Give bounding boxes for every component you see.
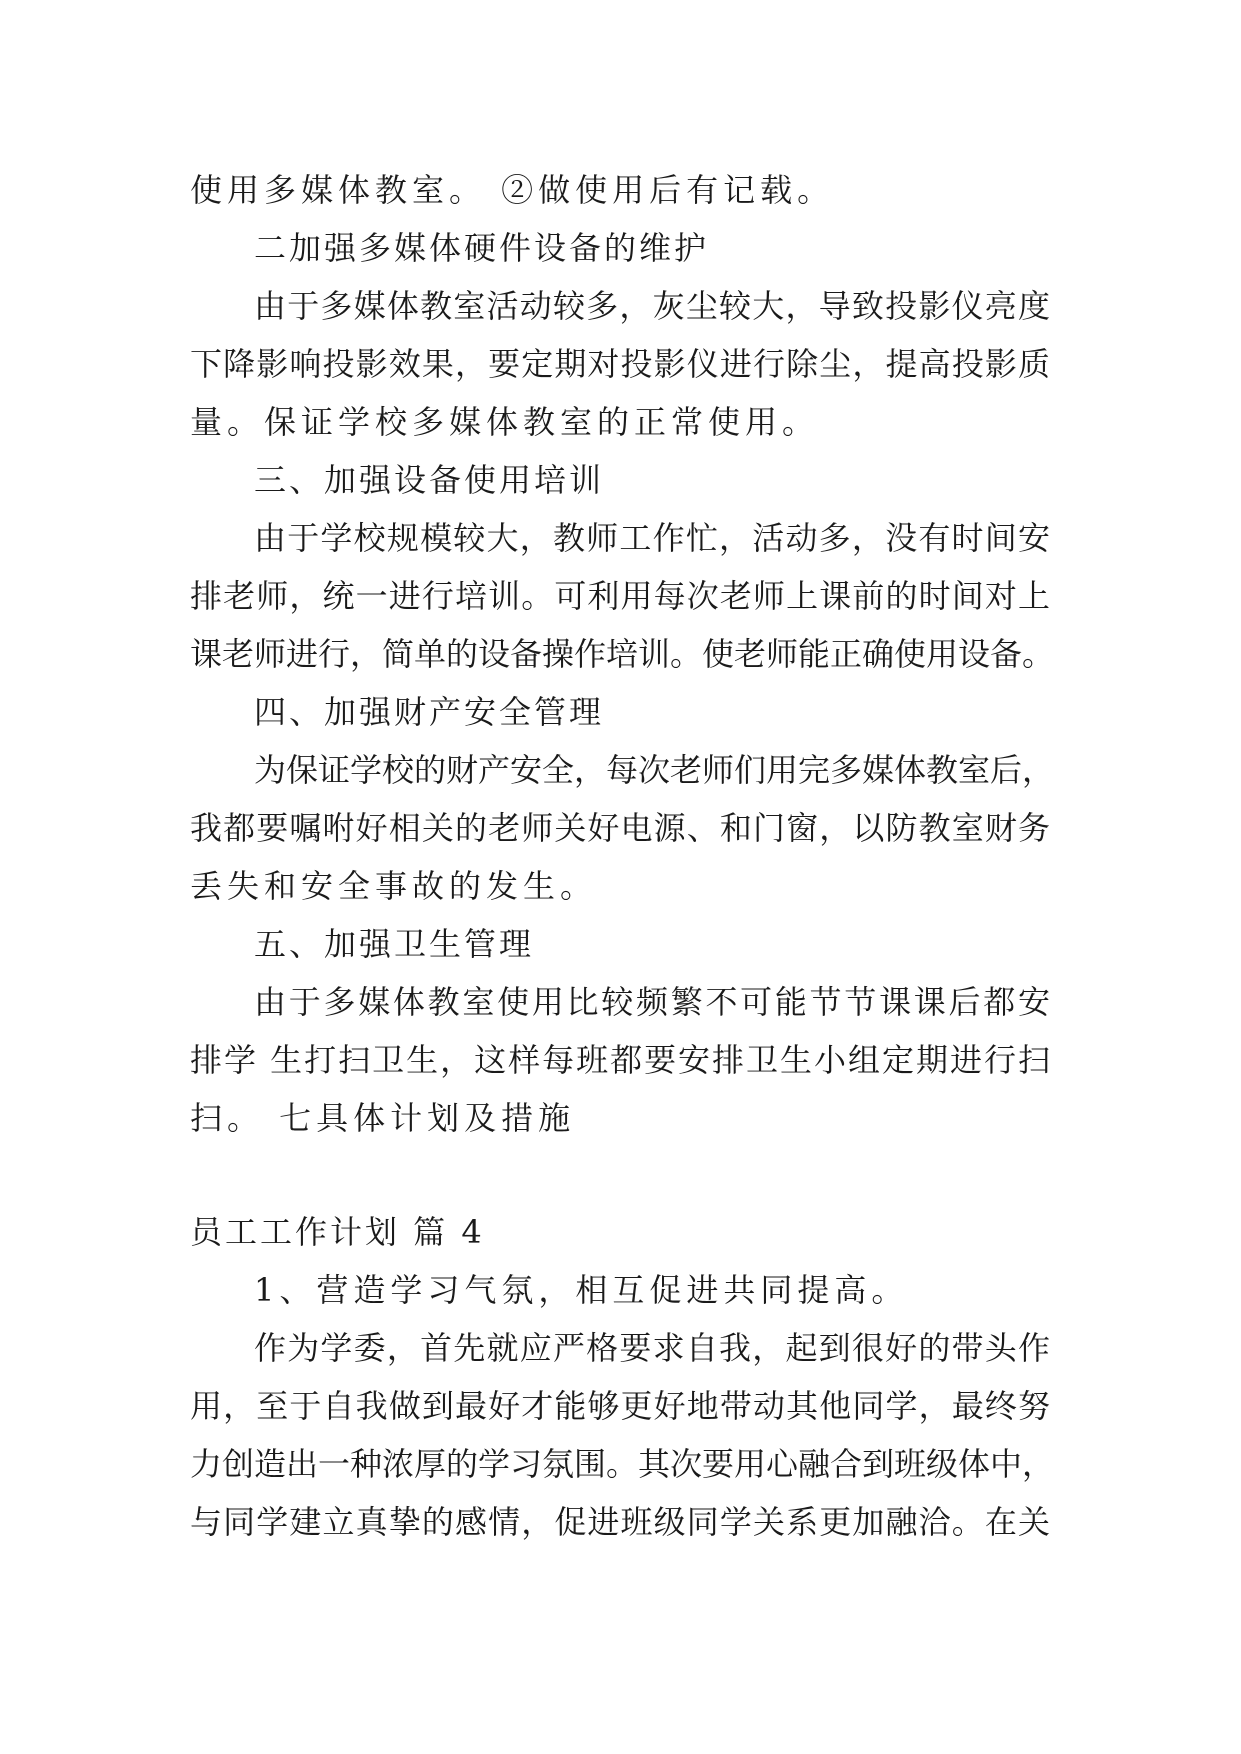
paragraph-line: 下降影响投影效果，要定期对投影仪进行除尘，提高投影质 [190, 345, 1050, 383]
paragraph-line: 课老师进行，简单的设备操作培训。使老师能正确使用设备。 [190, 635, 1055, 673]
section-heading: 二加强多媒体硬件设备的维护 [254, 229, 710, 267]
section-heading: 五、加强卫生管理 [254, 925, 535, 963]
article-title: 员工工作计划 篇 4 [190, 1213, 485, 1251]
paragraph-line: 丢失和安全事故的发生。 [190, 867, 598, 905]
paragraph-line: 使用多媒体教室。 ②做使用后有记载。 [190, 171, 835, 209]
paragraph-line: 由于学校规模较大，教师工作忙，活动多，没有时间安 [254, 519, 1050, 557]
paragraph-line: 我都要嘱咐好相关的老师关好电源、和门窗，以防教室财务 [190, 809, 1050, 847]
paragraph-line: 用，至于自我做到最好才能够更好地带动其他同学，最终努 [190, 1387, 1050, 1425]
paragraph-line: 排老师，统一进行培训。可利用每次老师上课前的时间对上 [190, 577, 1050, 615]
paragraph-line: 由于多媒体教室使用比较频繁不可能节节课课后都安 [254, 983, 1050, 1021]
paragraph-line: 与同学建立真挚的感情，促进班级同学关系更加融洽。在关 [190, 1503, 1050, 1541]
paragraph-line: 量。保证学校多媒体教室的正常使用。 [190, 403, 820, 441]
section-heading: 三、加强设备使用培训 [254, 461, 605, 499]
paragraph-line: 作为学委，首先就应严格要求自我，起到很好的带头作 [254, 1329, 1050, 1367]
paragraph-line: 为保证学校的财产安全，每次老师们用完多媒体教室后， [254, 751, 1055, 789]
paragraph-line: 扫。 七具体计划及措施 [190, 1099, 576, 1137]
paragraph-line: 排学 生打扫卫生，这样每班都要安排卫生小组定期进行扫 [190, 1041, 1050, 1079]
paragraph-line: 1、营造学习气氛，相互促进共同提高。 [254, 1271, 909, 1309]
paragraph-line: 力创造出一种浓厚的学习氛围。其次要用心融合到班级体中， [190, 1445, 1055, 1483]
section-heading: 四、加强财产安全管理 [254, 693, 605, 731]
paragraph-line: 由于多媒体教室活动较多，灰尘较大，导致投影仪亮度 [254, 287, 1050, 325]
